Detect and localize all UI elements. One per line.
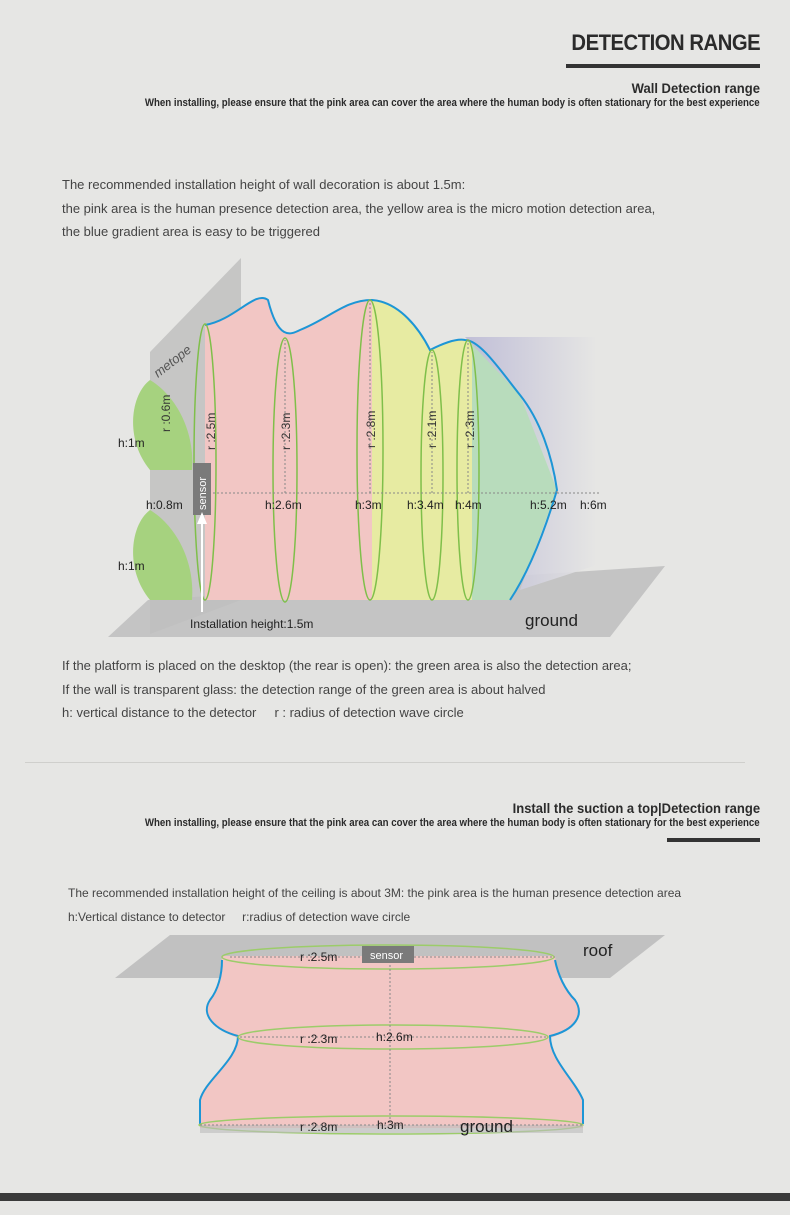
footer-bar bbox=[0, 1193, 790, 1201]
left-label-1: h:0.8m bbox=[146, 498, 183, 512]
distance-label-0: h:2.6m bbox=[265, 498, 302, 512]
ceiling-ground-label: ground bbox=[460, 1117, 513, 1136]
ceiling-note: When installing, please ensure that the pink area can cover the area where the human body is often stationary for the best experience bbox=[145, 817, 760, 829]
distance-label-2: h:3.4m bbox=[407, 498, 444, 512]
radius-label-1: r :2.5m bbox=[204, 412, 218, 450]
wall-subtitle: Wall Detection range bbox=[631, 80, 760, 96]
ceiling-label-2: h:2.6m bbox=[376, 1030, 413, 1044]
ceiling-intro-line-1: The recommended installation height of the ceiling is about 3M: the pink area is the human presence detection area bbox=[68, 886, 682, 900]
ceiling-label-0: r :2.5m bbox=[300, 950, 338, 964]
radius-label-4: r :2.1m bbox=[425, 410, 439, 448]
ceiling-intro-line-2: h:Vertical distance to detector r:radius of detection wave circle bbox=[68, 910, 411, 924]
wall-detection-diagram bbox=[0, 250, 790, 650]
wall-intro-line-3: the blue gradient area is easy to be triggered bbox=[62, 224, 321, 239]
ceiling-label-1: r :2.3m bbox=[300, 1032, 338, 1046]
radius-label-5: r :2.3m bbox=[463, 410, 477, 448]
wall-label: metope bbox=[150, 341, 195, 381]
install-height-label: Installation height:1.5m bbox=[190, 617, 314, 631]
ceiling-underline bbox=[667, 838, 760, 842]
distance-label-4: h:5.2m bbox=[530, 498, 567, 512]
section-divider bbox=[25, 762, 745, 763]
radius-label-2: r :2.3m bbox=[279, 412, 293, 450]
wall-sensor-label: sensor bbox=[197, 476, 209, 510]
ceiling-label-3: r :2.8m bbox=[300, 1120, 338, 1134]
ceiling-sensor-label: sensor bbox=[370, 950, 404, 962]
ceiling-detection-diagram bbox=[0, 930, 790, 1140]
wall-note-line-3: h: vertical distance to the detector r : radius of detection wave circle bbox=[62, 705, 464, 720]
ground-label: ground bbox=[525, 611, 578, 630]
wall-note-line-1: If the platform is placed on the desktop (the rear is open): the green area is also the detection area; bbox=[62, 658, 632, 673]
left-label-2: h:1m bbox=[118, 559, 145, 573]
roof-label: roof bbox=[583, 941, 613, 960]
distance-label-1: h:3m bbox=[355, 498, 382, 512]
wall-note: When installing, please ensure that the pink area can cover the area where the human body is often stationary for the best experience bbox=[145, 97, 760, 109]
left-label-0: h:1m bbox=[118, 436, 145, 450]
page-title: DETECTION RANGE bbox=[571, 30, 760, 55]
title-underline bbox=[566, 64, 760, 68]
radius-label-0: r :0.6m bbox=[159, 394, 173, 432]
ceiling-subtitle: Install the suction a top|Detection range bbox=[512, 800, 760, 816]
distance-label-5: h:6m bbox=[580, 498, 607, 512]
wall-note-line-2: If the wall is transparent glass: the detection range of the green area is about halved bbox=[62, 682, 546, 697]
distance-label-3: h:4m bbox=[455, 498, 482, 512]
wall-intro-line-1: The recommended installation height of wall decoration is about 1.5m: bbox=[62, 177, 466, 192]
ceiling-label-4: h:3m bbox=[377, 1118, 404, 1132]
wall-intro-line-2: the pink area is the human presence detection area, the yellow area is the micro motion detection area, bbox=[62, 201, 656, 216]
radius-label-3: r :2.8m bbox=[364, 410, 378, 448]
